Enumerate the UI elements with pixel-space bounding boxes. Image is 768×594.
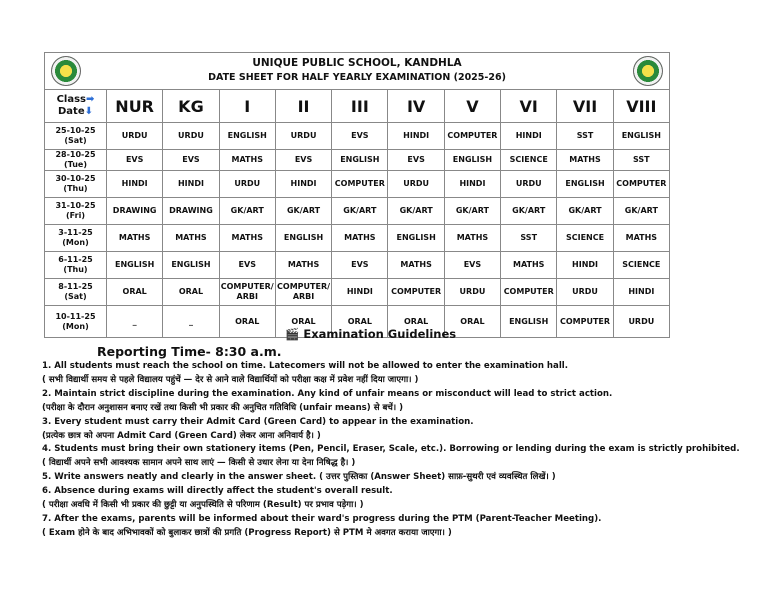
subject-cell: ORAL [444,306,500,338]
date-sheet [44,52,670,338]
subject-cell: EVS [332,252,388,279]
exam-day: (Mon) [62,238,89,247]
subject-cell: GK/ART [275,198,331,225]
reporting-time: Reporting Time- 8:30 a.m. [97,344,282,359]
guideline-line: 2. Maintain strict discipline during the examination. Any kind of unfair means or misconduct will lead to strict action. [42,388,613,399]
guideline-line: ( परीक्षा अवधि में किसी भी प्रकार की छुट्टी या अनुपस्थिति से परिणाम (Result) पर प्रभाव पड़ेगा। ) [42,500,364,511]
table-header-row [45,90,670,123]
class-header: V [444,90,500,123]
subject-cell: EVS [107,150,163,171]
table-row [45,123,670,150]
subject-cell: ENGLISH [444,150,500,171]
guideline-line: (परीक्षा के दौरान अनुशासन बनाए रखें तथा किसी भी प्रकार की अनुचित गतिविधि (unfair means) से बचें। ) [42,402,404,413]
subject-cell: EVS [219,252,275,279]
guideline-line: ( सभी विद्यार्थी समय से पहले विद्यालय पहुंचें — देर से आने वाले विद्यार्थियों को परीक्षा कक्ष में प्रवेश नहीं दिया जाएगा। ) [42,374,419,385]
subject-cell: MATHS [501,252,557,279]
subject-cell: MATHS [444,225,500,252]
subject-cell: COMPUTER/ ARBI [275,279,331,306]
subject-cell: HINDI [557,252,613,279]
class-label: Class [56,94,87,105]
subject-cell: EVS [332,123,388,150]
subject-cell: EVS [388,150,444,171]
subject-cell: COMPUTER/ ARBI [219,279,275,306]
exam-day: (Fri) [66,211,85,220]
guidelines-heading [285,327,456,341]
subject-cell: COMPUTER [501,279,557,306]
sheet-header [44,52,670,89]
exam-date: 28-10-25 (Tue) [55,150,96,169]
exam-date: 6-11-25 [58,255,93,264]
school-logo-right [633,56,663,86]
guideline-line: (प्रत्येक छात्र को अपना Admit Card (Green Card) लेकर आना अनिवार्य है। ) [42,430,321,441]
table-row [45,279,670,306]
table-row [45,225,670,252]
subject-cell: URDU [501,171,557,198]
class-header: KG [163,90,219,123]
subject-cell: COMPUTER [444,123,500,150]
subject-cell: HINDI [275,171,331,198]
class-header: II [275,90,331,123]
date-cell [45,198,107,225]
subject-cell: GK/ART [219,198,275,225]
subject-cell: SCIENCE [557,225,613,252]
subject-cell: URDU [219,171,275,198]
exam-date: 8-11-25 [58,282,93,291]
subject-cell: MATHS [219,150,275,171]
subject-cell: MATHS [107,225,163,252]
table-row [45,171,670,198]
exam-day: (Thu) [63,184,88,193]
subject-cell: HINDI [107,171,163,198]
guideline-line: 3. Every student must carry their Admit Card (Green Card) to appear in the examination. [42,416,474,427]
subject-cell: URDU [275,123,331,150]
table-row [45,150,670,171]
subject-cell: _ [107,306,163,338]
subject-cell: GK/ART [501,198,557,225]
subject-cell: URDU [163,123,219,150]
class-header: I [219,90,275,123]
guideline-line: 7. After the exams, parents will be informed about their ward's progress during the PTM (Parent-Teacher Meeting). [42,513,602,524]
guidelines-list [42,360,762,541]
school-name: UNIQUE PUBLIC SCHOOL, KANDHLA [252,57,462,69]
subject-cell: MATHS [332,225,388,252]
subject-cell: HINDI [444,171,500,198]
date-cell [45,225,107,252]
subject-cell: ENGLISH [219,123,275,150]
subject-cell: HINDI [501,123,557,150]
subject-cell: DRAWING [107,198,163,225]
class-date-corner [45,90,107,123]
subject-cell: URDU [107,123,163,150]
subject-cell: MATHS [219,225,275,252]
subject-cell: ORAL [332,306,388,338]
subject-cell: ENGLISH [388,225,444,252]
exam-date: 31-10-25 [55,201,96,210]
guideline-line: 5. Write answers neatly and clearly in the answer sheet. ( उत्तर पुस्तिका (Answer Sheet) साफ़-सुथरी एवं व्यवस्थित लिखें। ) [42,472,556,483]
subject-cell: GK/ART [557,198,613,225]
subject-cell: SCIENCE [613,252,669,279]
subject-cell: SST [557,123,613,150]
subject-cell: EVS [163,150,219,171]
date-cell [45,306,107,338]
exam-day: (Sat) [64,136,87,145]
subject-cell: GK/ART [332,198,388,225]
exam-schedule-table [44,89,670,338]
table-body [45,123,670,338]
date-label: Date [57,106,85,117]
exam-date: 25-10-25 [55,126,96,135]
subject-cell: ORAL [219,306,275,338]
exam-day: (Mon) [62,321,89,331]
table-row [45,252,670,279]
guideline-line: ( Exam होने के बाद अभिभावकों को बुलाकर छात्रों की प्रगति (Progress Report) से PTM मे अवगत कराया जाएगा। ) [42,527,452,538]
subject-cell: GK/ART [613,198,669,225]
table-row [45,198,670,225]
subject-cell: DRAWING [163,198,219,225]
class-header: III [332,90,388,123]
subject-cell: ORAL [388,306,444,338]
date-cell [45,279,107,306]
subject-cell: GK/ART [388,198,444,225]
exam-date: 3-11-25 [58,228,93,237]
subject-cell: SST [613,150,669,171]
subject-cell: EVS [444,252,500,279]
sheet-title: DATE SHEET FOR HALF YEARLY EXAMINATION (2025-26) [208,72,506,83]
subject-cell: URDU [557,279,613,306]
clapperboard-icon: 🎬 [285,327,300,341]
class-header: VII [557,90,613,123]
date-cell [45,150,107,171]
subject-cell: ENGLISH [107,252,163,279]
subject-cell: GK/ART [444,198,500,225]
subject-cell: MATHS [557,150,613,171]
subject-cell: ORAL [275,306,331,338]
subject-cell: URDU [613,306,669,338]
subject-cell: COMPUTER [332,171,388,198]
guideline-line: 4. Students must bring their own stationery items (Pen, Pencil, Eraser, Scale, etc.). Borrowing or lending during the exam is strictly prohibited. [42,444,740,455]
class-header: NUR [107,90,163,123]
date-cell [45,123,107,150]
subject-cell: HINDI [163,171,219,198]
subject-cell: COMPUTER [557,306,613,338]
subject-cell: MATHS [613,225,669,252]
date-cell [45,252,107,279]
date-cell [45,171,107,198]
arrow-down-icon: ⬇ [84,106,93,117]
class-header: VI [501,90,557,123]
arrow-right-icon: ➡ [86,94,95,105]
subject-cell: COMPUTER [388,279,444,306]
subject-cell: HINDI [388,123,444,150]
guideline-line: ( विद्यार्थी अपने सभी आवश्यक सामान अपने साथ लाएं — किसी से उधार लेना या देना निषिद्ध है। ) [42,458,356,469]
subject-cell: ENGLISH [163,252,219,279]
subject-cell: EVS [275,150,331,171]
subject-cell: HINDI [332,279,388,306]
subject-cell: MATHS [275,252,331,279]
subject-cell: ENGLISH [275,225,331,252]
guideline-line: 6. Absence during exams will directly affect the student's overall result. [42,486,393,497]
subject-cell: ORAL [163,279,219,306]
exam-day: (Thu) [63,265,88,274]
subject-cell: ENGLISH [332,150,388,171]
subject-cell: URDU [388,171,444,198]
exam-day: (Sat) [64,292,87,301]
class-header: VIII [613,90,669,123]
class-header: IV [388,90,444,123]
subject-cell: ENGLISH [557,171,613,198]
exam-date: 30-10-25 [55,174,96,183]
guideline-line: 1. All students must reach the school on time. Latecomers will not be allowed to enter the examination hall. [42,361,569,371]
exam-date: 10-11-25 [55,311,96,321]
subject-cell: ENGLISH [613,123,669,150]
subject-cell: SCIENCE [501,150,557,171]
subject-cell: _ [163,306,219,338]
subject-cell: ENGLISH [501,306,557,338]
subject-cell: ORAL [107,279,163,306]
subject-cell: URDU [444,279,500,306]
subject-cell: SST [501,225,557,252]
subject-cell: HINDI [613,279,669,306]
subject-cell: MATHS [388,252,444,279]
subject-cell: MATHS [163,225,219,252]
subject-cell: COMPUTER [613,171,669,198]
guidelines-title: Examination Guidelines [303,327,457,341]
